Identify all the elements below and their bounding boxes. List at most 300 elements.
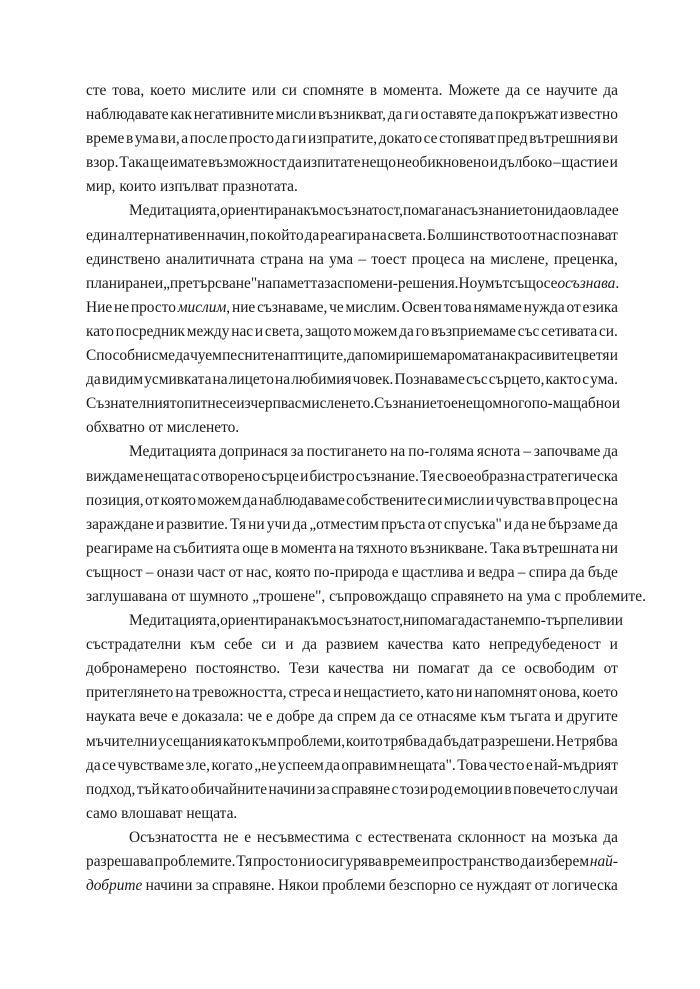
word: често (488, 756, 525, 774)
word: непредубеденост (489, 636, 601, 654)
word: добре (276, 708, 315, 726)
word: този (399, 780, 429, 798)
word: е (391, 563, 399, 581)
word: любимия (291, 371, 352, 389)
word: мислите (191, 82, 246, 99)
word: да (464, 612, 480, 630)
word: емоции (453, 780, 503, 798)
word: напомнят (474, 684, 537, 702)
word: време (86, 130, 125, 148)
word: на (602, 491, 618, 509)
word: процеса (411, 250, 465, 268)
word: с (192, 467, 200, 485)
word: не (113, 298, 130, 316)
word: нещастието, (343, 684, 424, 702)
word: паметта (272, 274, 325, 292)
word: момента. (382, 82, 443, 99)
word: бъдат (443, 732, 480, 750)
word: нас (231, 322, 254, 340)
word: е (437, 467, 444, 485)
text-line (86, 320, 618, 344)
word: имате (169, 154, 208, 172)
word: да (175, 347, 190, 365)
word: онази (156, 563, 194, 581)
word: ни (455, 684, 473, 702)
word: Тя (230, 515, 247, 533)
word: доказала: (182, 708, 244, 726)
word: нещо (457, 395, 493, 413)
word: най-мъдрият (534, 756, 618, 774)
word: наблюдаваме (258, 491, 345, 509)
word: известно (559, 106, 618, 124)
word: да (387, 106, 403, 124)
word: ориентирана (220, 202, 304, 220)
word: собствените (346, 491, 427, 509)
word: Медитацията (129, 443, 217, 461)
word: изпратите, (308, 130, 378, 148)
word: на (390, 443, 406, 461)
word: ни (403, 612, 420, 630)
word: в (546, 491, 555, 509)
word: да (292, 515, 308, 533)
text-line (86, 127, 618, 151)
word: яснота (476, 443, 521, 461)
word: съзнанието (463, 202, 537, 220)
word: се (526, 82, 541, 99)
word: опит (176, 395, 208, 413)
word: стреса (288, 684, 332, 702)
word: започваме (533, 443, 601, 461)
word: ума. (590, 371, 618, 389)
word: време (382, 853, 422, 870)
word: просто (130, 298, 176, 316)
word: пространство (430, 853, 520, 870)
word: и (489, 154, 499, 172)
word: проблеми, (277, 732, 346, 750)
word: го (415, 322, 430, 340)
word: ни (248, 515, 265, 533)
text-line (86, 175, 618, 199)
word: който (266, 226, 304, 244)
text-run: само влошават нещата. (86, 804, 238, 822)
word: процес (555, 491, 602, 509)
word: да (86, 756, 101, 774)
word: вътрешния (529, 130, 601, 148)
word: сетивата (541, 322, 598, 340)
word: от (228, 563, 243, 581)
word: Осъзнатостта (129, 828, 218, 846)
word: докато (378, 130, 423, 148)
text-run: обхватно от мисленето. (86, 419, 240, 437)
text-line (86, 681, 618, 705)
word: разрешени. (480, 732, 555, 750)
word: зле, (185, 756, 210, 774)
word: род (429, 780, 453, 798)
word: чуем (190, 347, 222, 365)
word: на (308, 250, 324, 268)
word: ни (298, 853, 316, 870)
word: ви, (160, 130, 180, 148)
word: усещания (158, 732, 223, 750)
word: си (261, 636, 277, 654)
word: начин, (206, 226, 250, 244)
word: както (545, 371, 582, 389)
word: се (501, 660, 516, 678)
word: с (391, 780, 399, 798)
word: бъде (587, 563, 618, 581)
word: ги (404, 106, 419, 124)
word: науката (86, 708, 136, 726)
word: негативните (193, 106, 274, 124)
word: което (150, 82, 186, 99)
word: помага (419, 612, 465, 630)
word: на (338, 539, 354, 557)
word: се (398, 708, 413, 726)
word: овладее (567, 202, 619, 220)
word: просто (252, 853, 298, 870)
word: притеглянето (86, 684, 174, 702)
word: не (531, 515, 547, 533)
text-line (86, 778, 618, 802)
word: че (329, 298, 344, 316)
word: отнасяме (416, 708, 477, 726)
word: която (160, 491, 196, 509)
word: цветя (573, 347, 610, 365)
word: със (517, 322, 540, 340)
word: тъй (136, 780, 160, 798)
word: в (369, 82, 378, 99)
word: възприемаме (431, 322, 516, 340)
word: на (175, 684, 191, 702)
word: тревожността, (192, 684, 287, 702)
word: което (582, 684, 618, 702)
word: да (242, 491, 258, 509)
word: и (614, 612, 623, 630)
word: – (145, 563, 154, 581)
word: в (271, 539, 279, 557)
text-line (86, 151, 618, 175)
word: нуждаят (476, 877, 532, 895)
word: на (448, 202, 464, 220)
word: ни (601, 539, 618, 557)
word: лицето (228, 371, 274, 389)
word: по-природа (313, 563, 389, 581)
word: към (303, 612, 329, 630)
word: аналитичната (165, 250, 255, 268)
word: в (125, 130, 134, 148)
word: мъчителни (86, 732, 158, 750)
word: това, (112, 82, 145, 99)
word: света. (387, 226, 427, 244)
word: с (294, 395, 302, 413)
word: добрите (86, 877, 143, 895)
word: и (609, 636, 618, 654)
word: ни (392, 660, 410, 678)
word: несъвместима (256, 828, 350, 846)
word: оправим (341, 756, 398, 774)
word: се (459, 877, 474, 895)
word: обичайните (190, 780, 268, 798)
word: в (504, 780, 512, 798)
word: научите (545, 82, 598, 99)
word: по-търпеливи (524, 612, 615, 630)
word: не (207, 395, 223, 413)
word: стопяват (439, 130, 496, 148)
text-line (86, 368, 618, 392)
word: другите (566, 708, 618, 726)
word: за (195, 877, 209, 895)
word: от (522, 226, 537, 244)
text-run: заглушавана от шумното „трошене", съпровождащо справянето на ума с проблемите. (86, 587, 646, 605)
word: да (275, 130, 291, 148)
word: между (186, 322, 230, 340)
word: усмивката (144, 371, 212, 389)
word: сърце (261, 467, 299, 485)
word: възникват, (318, 106, 386, 124)
word: към (303, 202, 329, 220)
word: същност (86, 563, 143, 581)
word: проблеми (322, 877, 386, 895)
word: на (469, 250, 486, 268)
word: отворено (200, 467, 261, 485)
word: посредник (115, 322, 185, 340)
word: сте (86, 82, 107, 99)
word: станем (479, 612, 525, 630)
text-line (86, 730, 618, 754)
word: да (325, 756, 340, 774)
word: спрем (337, 708, 377, 726)
text-line (86, 103, 618, 127)
text-line (86, 802, 618, 826)
word: – (523, 443, 531, 461)
word: мисли (275, 106, 317, 124)
word: ги (291, 130, 307, 148)
word: Медитацията, (129, 612, 221, 630)
text-line (86, 657, 618, 681)
word: като (452, 636, 481, 654)
word: позиция, (86, 491, 144, 509)
word: дълбоко (498, 154, 553, 172)
word: аромата (440, 347, 492, 365)
word: Но (458, 274, 478, 292)
word: спусъка" (443, 515, 502, 533)
text-line (86, 874, 618, 898)
word: нужда (523, 298, 565, 316)
word: планиране (86, 274, 155, 292)
text-line (86, 416, 618, 440)
text-line (86, 248, 618, 272)
word: щастлива (401, 563, 464, 581)
word: Способни (86, 347, 152, 365)
word: на (257, 274, 273, 292)
word: с (355, 828, 363, 846)
word: допринася (219, 443, 288, 461)
word: спомени-решения. (337, 274, 459, 292)
word: ни (536, 202, 554, 220)
word: щастие (561, 154, 609, 172)
word: склонност (457, 828, 526, 846)
word: алтернативен (117, 226, 206, 244)
body-text (86, 79, 646, 898)
word: вътрешната (522, 539, 600, 557)
word: – (517, 563, 526, 581)
word: Можете (448, 82, 500, 99)
word: справяне. (212, 877, 275, 895)
word: е (450, 395, 458, 413)
word: взор. (86, 154, 119, 172)
word: към (189, 636, 216, 654)
word: трябва (574, 732, 618, 750)
word: преценка, (553, 250, 618, 268)
word: това (443, 298, 472, 316)
word: – (358, 250, 367, 268)
text-line (86, 561, 618, 585)
word: е (525, 756, 533, 774)
word: се (543, 274, 558, 292)
word: сърцето, (488, 371, 545, 389)
word: – (553, 154, 561, 172)
word: изберем (536, 853, 590, 870)
word: за (316, 780, 330, 798)
word: възникване. (410, 539, 488, 557)
word: Ние (86, 298, 113, 316)
word: реагира (320, 226, 371, 244)
word: красивите (507, 347, 574, 365)
word: за (290, 443, 304, 461)
word: добронамерено (86, 660, 187, 678)
word: стратегическа (526, 467, 618, 485)
word: пръста (381, 515, 426, 533)
word: мислим, (177, 298, 231, 316)
text-line (86, 850, 618, 874)
word: да (603, 82, 618, 99)
text-line (86, 440, 618, 464)
word: успеем (277, 756, 324, 774)
word: и (300, 467, 309, 485)
word: помагат (417, 660, 470, 678)
word: умът (477, 274, 510, 292)
word: от (566, 298, 581, 316)
word: по (249, 226, 266, 244)
word: част (197, 563, 226, 581)
word: и (154, 274, 164, 292)
word: „не (254, 756, 277, 774)
word: осъзнава. (557, 274, 620, 292)
word: че (247, 708, 263, 726)
word: осигурява (316, 853, 382, 870)
word: от (427, 515, 442, 533)
word: развитие. (166, 515, 229, 533)
word: езика (582, 298, 618, 316)
word: и (254, 322, 264, 340)
word: Така (490, 539, 521, 557)
word: когато (211, 756, 253, 774)
word: Болшинството (427, 226, 522, 244)
word: страна (260, 250, 304, 268)
word: по-голяма (408, 443, 474, 461)
word: вече (139, 708, 168, 726)
word: после (189, 130, 228, 148)
word: помиришем (361, 347, 440, 365)
word: и (285, 636, 294, 654)
word: видим (101, 371, 144, 389)
word: е (171, 708, 179, 726)
word: мислене, (490, 250, 549, 268)
word: освободим (524, 660, 595, 678)
word: от (145, 491, 160, 509)
word: Тя (419, 467, 436, 485)
word: ведра (478, 563, 515, 581)
word: мислим. (345, 298, 400, 316)
word: единствено (86, 250, 161, 268)
word: ориентирана (220, 612, 304, 630)
text-line (86, 754, 618, 778)
word: да (318, 708, 334, 726)
word: нещата". (398, 756, 456, 774)
word: мисли (443, 491, 485, 509)
word: Някои (277, 877, 319, 895)
text-line (86, 537, 618, 561)
word: съзнаваме, (257, 298, 328, 316)
word: да (347, 347, 362, 365)
word: изпитате (302, 154, 361, 172)
word: още (242, 539, 269, 557)
word: на (274, 347, 290, 365)
word: на (371, 226, 387, 244)
word: Съзнанието (374, 395, 451, 413)
word: защото (305, 322, 352, 340)
word: от (603, 660, 618, 678)
word: ние (231, 298, 256, 316)
word: тоест (371, 250, 407, 268)
word: също (509, 274, 544, 292)
word: как (170, 106, 192, 124)
word: изчерпва (236, 395, 295, 413)
word: тяхното (356, 539, 408, 557)
word: да (569, 563, 585, 581)
word: „отместим (309, 515, 379, 533)
word: нещата (144, 467, 192, 485)
word: Не (555, 732, 574, 750)
word: момента (280, 539, 337, 557)
word: които (345, 732, 383, 750)
word: по-мащабно (531, 395, 612, 413)
text-line (86, 199, 618, 223)
word: на (155, 539, 171, 557)
word: случаи (572, 780, 618, 798)
word: да (380, 708, 396, 726)
word: Освен (401, 298, 442, 316)
word: познават (560, 226, 618, 244)
word: сме (151, 347, 176, 365)
word: нас (537, 226, 560, 244)
word: да (478, 106, 494, 124)
word: помага (403, 202, 449, 220)
word: птиците, (289, 347, 347, 365)
word: бистро (309, 467, 355, 485)
word: ви (602, 130, 618, 148)
word: си (427, 491, 443, 509)
word: за (324, 274, 338, 292)
word: като (86, 322, 114, 340)
word: мозъка (552, 828, 598, 846)
word: необикновено (396, 154, 489, 172)
word: съзнание. (355, 467, 419, 485)
word: наблюдавате (86, 106, 169, 124)
text-line (86, 272, 618, 296)
word: не (223, 828, 239, 846)
word: песните (222, 347, 275, 365)
